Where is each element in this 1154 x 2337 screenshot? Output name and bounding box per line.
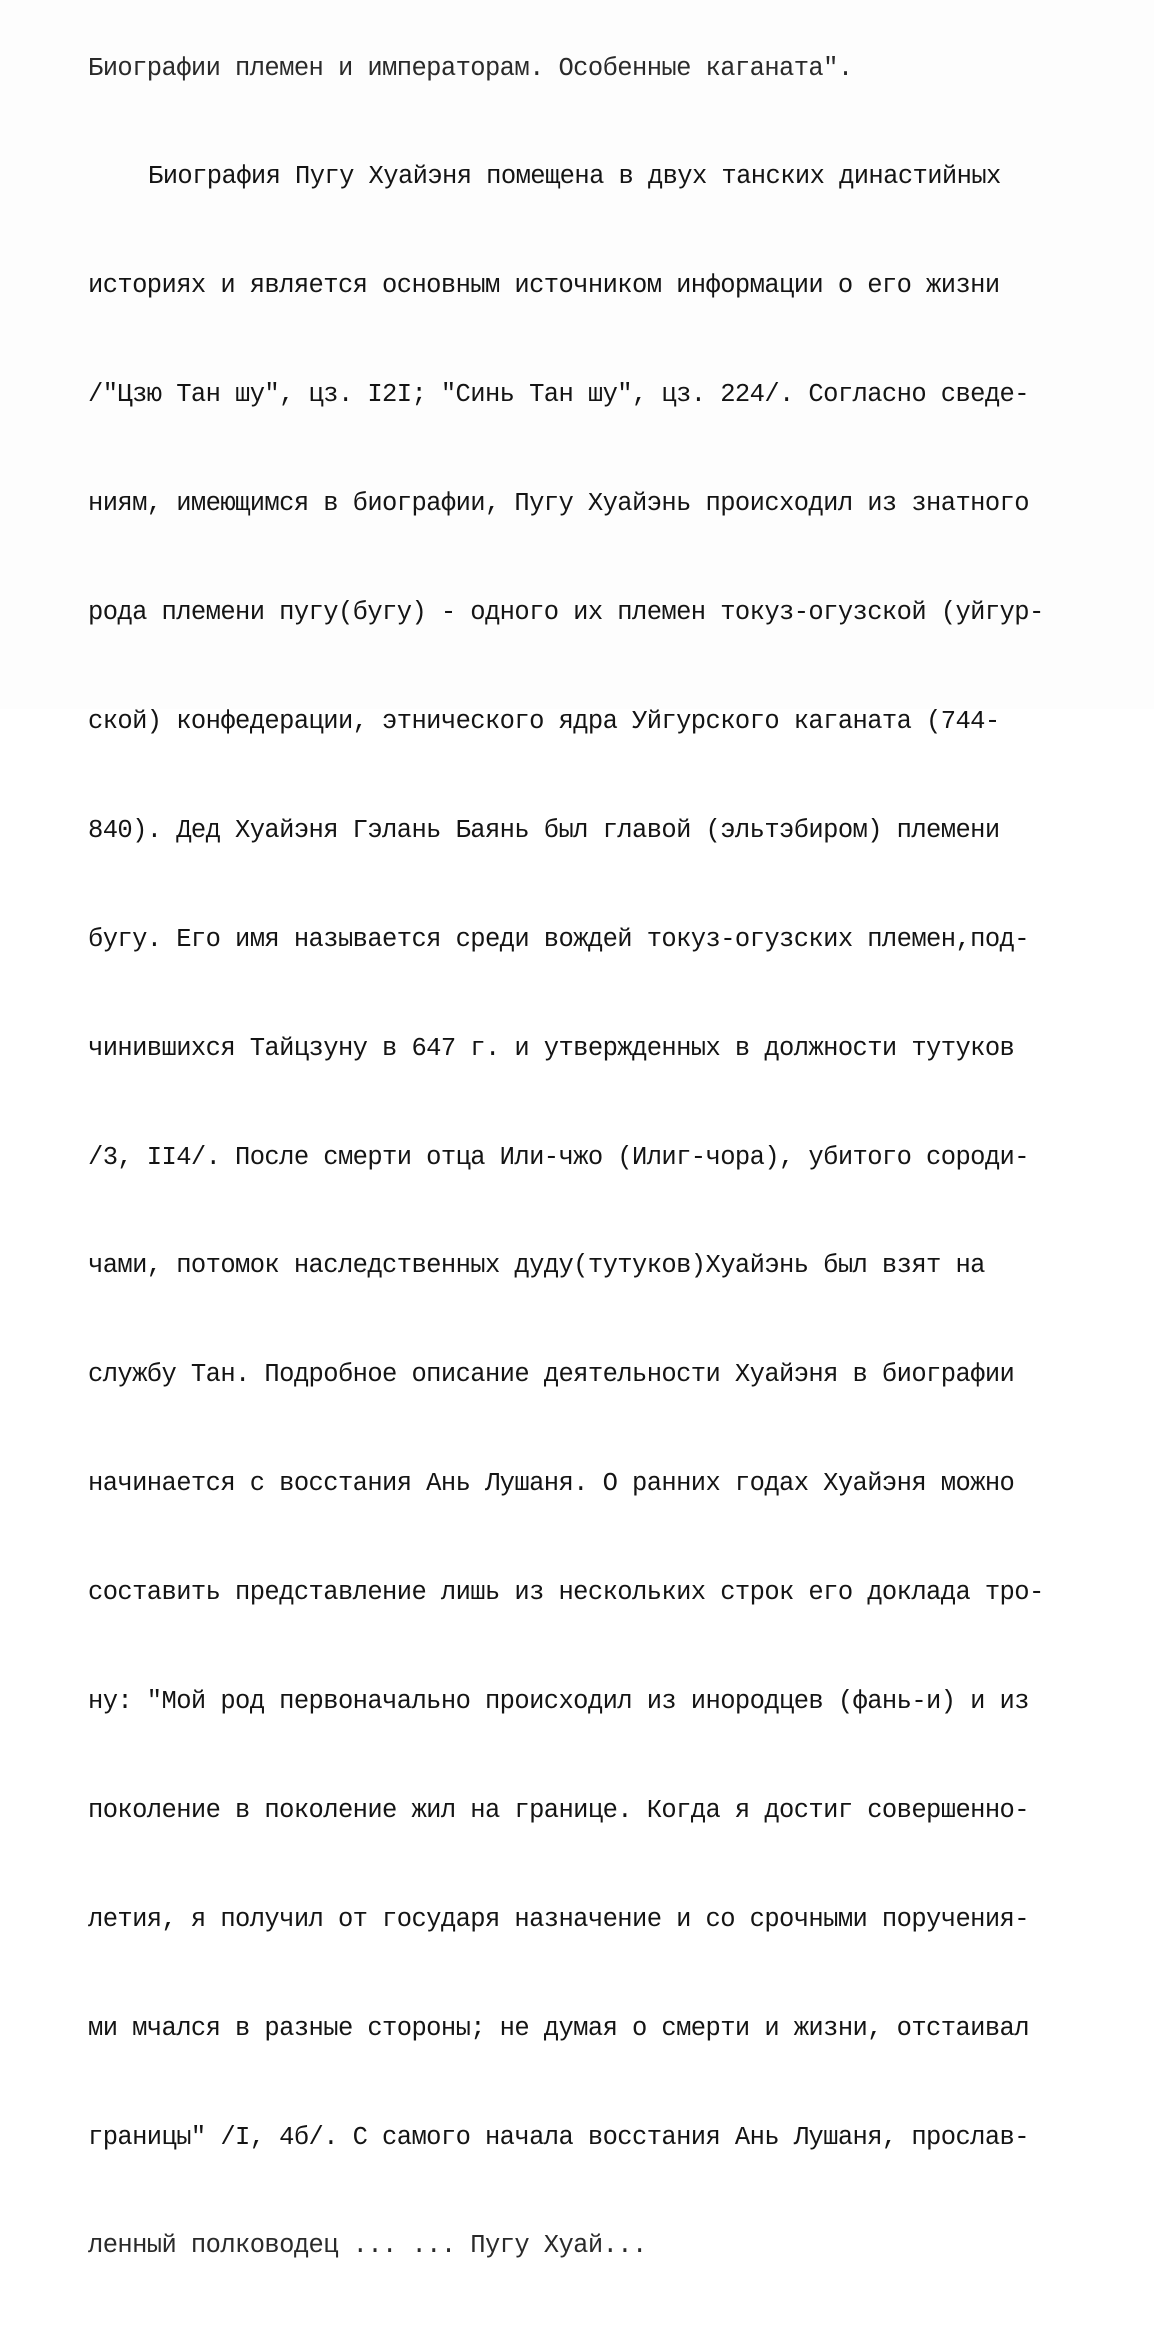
- text-line: 840). Дед Хуайэня Гэлань Баянь был главой (эльтэбиром) племени: [88, 815, 1000, 845]
- text-line: составить представление лишь из нескольких строк его доклада тро-: [88, 1578, 1044, 1608]
- text-line: ми мчался в разные стороны; не думая о смерти и жизни, отстаивал: [88, 2013, 1029, 2043]
- text-line: начинается с восстания Ань Лушаня. О ранних годах Хуайэня можно: [88, 1469, 1015, 1499]
- text-line-partial-bottom: ленный полководец ... ... Пугу Хуай...: [88, 2231, 647, 2261]
- text-line: границы" /I, 4б/. С самого начала восстания Ань Лушаня, прослав-: [88, 2122, 1029, 2152]
- text-line: Биография Пугу Хуайэня помещена в двух танских династийных: [148, 162, 1001, 192]
- text-line: /"Цзю Тан шу", цз. I2I; "Синь Тан шу", цз. 224/. Согласно сведе-: [88, 380, 1029, 410]
- text-line: историях и является основным источником информации о его жизни: [88, 271, 1000, 301]
- text-line: бугу. Его имя называется среди вождей токуз-огузских племен,под-: [88, 924, 1029, 954]
- text-block: [88, 0, 1088, 2337]
- text-line-partial-top: Биографии племен и императорам. Особенные каганата".: [88, 53, 853, 83]
- text-line: рода племени пугу(бугу) - одного их племен токуз-огузской (уйгур-: [88, 598, 1044, 628]
- text-line: чинившихся Тайцзуну в 647 г. и утвержденных в должности тутуков: [88, 1033, 1015, 1063]
- text-line: ниям, имеющимся в биографии, Пугу Хуайэнь происходил из знатного: [88, 489, 1029, 519]
- text-line: летия, я получил от государя назначение и со срочными поручения-: [88, 1904, 1029, 1934]
- text-line: /3, II4/. После смерти отца Или-чжо (Илиг-чора), убитого сороди-: [88, 1142, 1029, 1172]
- text-line: поколение в поколение жил на границе. Когда я достиг совершенно-: [88, 1795, 1029, 1825]
- text-line: ской) конфедерации, этнического ядра Уйгурского каганата (744-: [88, 706, 1000, 736]
- text-line: ну: "Мой род первоначально происходил из инородцев (фань-и) и из: [88, 1686, 1029, 1716]
- text-line: службу Тан. Подробное описание деятельности Хуайэня в биографии: [88, 1360, 1015, 1390]
- text-line: чами, потомок наследственных дуду(тутуков)Хуайэнь был взят на: [88, 1251, 985, 1281]
